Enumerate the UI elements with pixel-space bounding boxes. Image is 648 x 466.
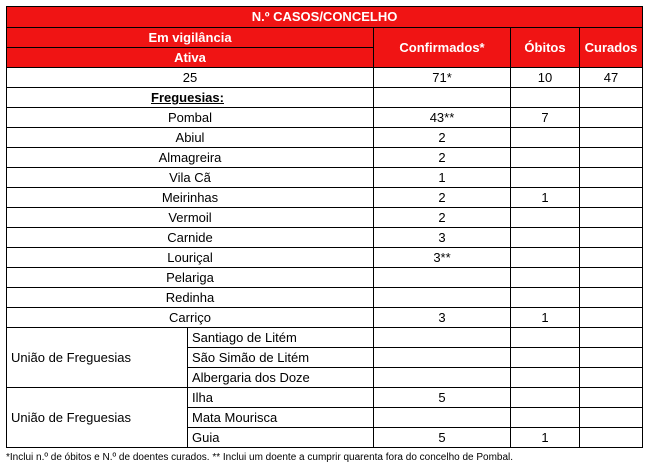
confirmados-cell (374, 288, 511, 308)
table-row (7, 188, 643, 208)
uniao-member-name: Santiago de Litém (188, 328, 374, 348)
obitos-cell (511, 288, 580, 308)
cases-table (6, 6, 643, 448)
totals-row (7, 68, 643, 88)
header-vigilancia-line2: Ativa (7, 48, 374, 68)
obitos-cell (511, 168, 580, 188)
obitos-cell (511, 328, 580, 348)
confirmados-cell: 43** (374, 108, 511, 128)
curados-cell (580, 188, 643, 208)
curados-cell (580, 308, 643, 328)
obitos-cell (511, 248, 580, 268)
obitos-cell: 1 (511, 188, 580, 208)
confirmados-cell: 2 (374, 208, 511, 228)
curados-cell (580, 368, 643, 388)
confirmados-cell: 2 (374, 148, 511, 168)
obitos-cell (511, 348, 580, 368)
freguesia-name: Vila Cã (7, 168, 374, 188)
total-obitos: 10 (511, 68, 580, 88)
curados-cell (580, 148, 643, 168)
cases-table-container (6, 6, 643, 448)
freguesia-name: Pelariga (7, 268, 374, 288)
total-curados: 47 (580, 68, 643, 88)
freguesias-label: Freguesias: (151, 90, 224, 105)
obitos-cell (511, 128, 580, 148)
uniao-label: União de Freguesias (7, 328, 188, 388)
total-confirmados: 71* (374, 68, 511, 88)
confirmados-cell: 2 (374, 188, 511, 208)
table-row (7, 168, 643, 188)
confirmados-cell: 5 (374, 428, 511, 448)
freguesias-label-row (7, 88, 643, 108)
confirmados-cell (374, 268, 511, 288)
curados-cell (580, 168, 643, 188)
table-row (7, 228, 643, 248)
curados-cell (580, 328, 643, 348)
confirmados-cell (374, 328, 511, 348)
obitos-cell: 7 (511, 108, 580, 128)
confirmados-cell (374, 348, 511, 368)
confirmados-cell: 5 (374, 388, 511, 408)
table-row (7, 268, 643, 288)
table-row (7, 388, 643, 408)
freguesia-name: Redinha (7, 288, 374, 308)
obitos-cell (511, 268, 580, 288)
table-row (7, 208, 643, 228)
confirmados-cell: 3 (374, 228, 511, 248)
curados-cell (580, 228, 643, 248)
header-obitos: Óbitos (511, 28, 580, 68)
curados-cell (580, 128, 643, 148)
uniao-label: União de Freguesias (7, 388, 188, 448)
freguesia-name: Louriçal (7, 248, 374, 268)
curados-cell (580, 108, 643, 128)
freguesia-name: Pombal (7, 108, 374, 128)
freguesia-name: Carriço (7, 308, 374, 328)
uniao-member-name: Albergaria dos Doze (188, 368, 374, 388)
freguesia-name: Carnide (7, 228, 374, 248)
table-row (7, 128, 643, 148)
table-row (7, 148, 643, 168)
curados-cell (580, 348, 643, 368)
table-title: N.º CASOS/CONCELHO (7, 7, 643, 28)
curados-cell (580, 288, 643, 308)
uniao-member-name: Ilha (188, 388, 374, 408)
confirmados-cell: 1 (374, 168, 511, 188)
uniao-member-name: Mata Mourisca (188, 408, 374, 428)
curados-cell (580, 248, 643, 268)
curados-cell (580, 428, 643, 448)
confirmados-cell: 3** (374, 248, 511, 268)
curados-cell (580, 208, 643, 228)
curados-cell (580, 268, 643, 288)
footnote: *Inclui n.º de óbitos e N.º de doentes curados. ** Inclui um doente a cumprir quarenta fora do concelho de Pombal. (6, 452, 514, 463)
obitos-cell: 1 (511, 428, 580, 448)
table-row (7, 328, 643, 348)
uniao-member-name: Guia (188, 428, 374, 448)
table-row (7, 248, 643, 268)
header-curados: Curados (580, 28, 643, 68)
obitos-cell (511, 228, 580, 248)
obitos-cell (511, 388, 580, 408)
confirmados-cell: 2 (374, 128, 511, 148)
obitos-cell (511, 408, 580, 428)
confirmados-cell: 3 (374, 308, 511, 328)
freguesia-name: Almagreira (7, 148, 374, 168)
freguesia-name: Meirinhas (7, 188, 374, 208)
header-vigilancia-line1: Em vigilância (7, 28, 374, 48)
table-row (7, 288, 643, 308)
obitos-cell (511, 368, 580, 388)
confirmados-cell (374, 408, 511, 428)
confirmados-cell (374, 368, 511, 388)
table-row (7, 308, 643, 328)
curados-cell (580, 408, 643, 428)
obitos-cell (511, 208, 580, 228)
table-row (7, 108, 643, 128)
curados-cell (580, 388, 643, 408)
freguesia-name: Vermoil (7, 208, 374, 228)
total-vigilancia: 25 (7, 68, 374, 88)
uniao-member-name: São Simão de Litém (188, 348, 374, 368)
obitos-cell (511, 148, 580, 168)
freguesia-name: Abiul (7, 128, 374, 148)
header-confirmados: Confirmados* (374, 28, 511, 68)
obitos-cell: 1 (511, 308, 580, 328)
